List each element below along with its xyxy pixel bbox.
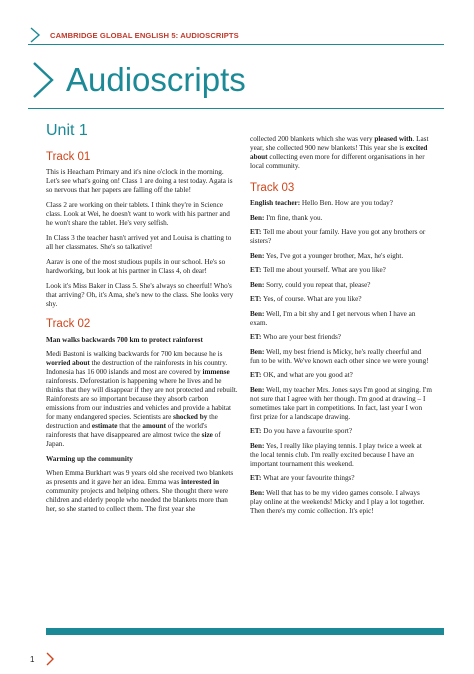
track-01-paragraph: Class 2 are working on their tablets. I think they're in Science class. Look at Wei, he doesn't want to work with his partner and he won't share the tablet. He's very selfish. [46, 201, 230, 228]
dialogue-line: ET: What are your favourite things? [250, 474, 355, 483]
dialogue-line: ET: Tell me about your family. Have you got any brothers or sisters? [250, 228, 426, 246]
dialogue-line: Ben: Sorry, could you repeat that, please? [250, 280, 371, 289]
article-paragraph: Medi Bastoni is walking backwards for 700 km because he is worried about the destruction of the rainforests in his country. Indonesia has 16 000 islands and most are covered by immense rainforests. Deforestation is happening where he lives and he thinks that they will disappear if they are not protected and rebuilt. Rainforests are so important because they absorb carbon emissions from our industries and vehicles and provide a habitat for many endangered species. Scientists are shocked by the destruction and estimate that the amount of the world's rainforests that have disappeared are almost twice the size of Japan. [46, 349, 238, 448]
track-01-paragraph: Aarav is one of the most studious pupils in our school. He's so hardworking, but look at his partner in Class 4, oh dear! [46, 258, 226, 276]
heading-rule [28, 108, 444, 109]
dialogue-line: ET: OK, and what are you good at? [250, 371, 353, 380]
dialogue-line: Ben: I'm fine, thank you. [250, 213, 323, 222]
dialogue-line: Ben: Yes, I really like playing tennis. I play twice a week at the local tennis club. I'm really excited because I have an important tournament this weekend. [250, 441, 422, 468]
dialogue-line: Ben: Well, I'm a bit shy and I get nervous when I have an exam. [250, 309, 416, 327]
track-01-title: Track 01 [46, 151, 91, 163]
track-01-paragraph: In Class 3 the teacher hasn't arrived yet and Louisa is chatting to all her classmates. She's so talkative! [46, 234, 232, 252]
unit-title: Unit 1 [46, 122, 88, 139]
chevron-right-icon [28, 27, 42, 43]
dialogue-line: Ben: Well, my best friend is Micky, he's really cheerful and fun to be with. We've known each other since we were young! [250, 347, 429, 365]
track-01-paragraph: Look it's Miss Baker in Class 5. She's always so cheerful! Who's that arriving? Oh, it's Ama, she's new to the class. She looks very shy. [46, 282, 234, 309]
right-column [250, 135, 432, 521]
track-03-title: Track 03 [250, 182, 295, 194]
running-header-title: CAMBRIDGE GLOBAL ENGLISH 5: AUDIOSCRIPTS [50, 30, 239, 40]
dialogue-line: ET: Yes, of course. What are you like? [250, 295, 362, 304]
header-rule [28, 44, 444, 45]
footer-bar [46, 628, 444, 635]
track-02-title: Track 02 [46, 318, 91, 331]
article-paragraph: collected 200 blankets which she was very pleased with. Last year, she collected 900 new blankets! This year she is excited about collecting even more for different organisations in her local community. [250, 135, 429, 170]
track-01-paragraph: This is Heacham Primary and it's nine o'clock in the morning. Let's see what's going on! Class 1 are doing a test today. Agata is so nervous that her papers are falling off the table! [46, 168, 233, 195]
page-footer [30, 652, 56, 666]
chevron-right-icon [28, 60, 58, 100]
dialogue-line: Ben: Well that has to be my video games console. I always play online at the weekends! Micky and I play a lot together. Then there's my comic collection. It's epic! [250, 488, 425, 515]
left-column [46, 150, 238, 520]
section-heading [28, 60, 246, 100]
article-headline: Warming up the community [46, 454, 133, 463]
dialogue-line: English teacher: Hello Ben. How are you today? [250, 199, 393, 208]
running-header [28, 27, 239, 43]
dialogue-line: ET: Who are your best friends? [250, 333, 341, 342]
dialogue-line: ET: Tell me about yourself. What are you like? [250, 266, 386, 275]
dialogue-line: Ben: Well, my teacher Mrs. Jones says I'm good at singing. I'm not sure that I agree with her though. I'm good at drawing – I sometimes take part in competitions. In fact, last year I won first prize for a landscape drawing. [250, 385, 432, 421]
page-title: Audioscripts [66, 61, 246, 98]
dialogue-line: ET: Do you have a favourite sport? [250, 427, 353, 436]
article-headline: Man walks backwards 700 km to protect rainforest [46, 335, 203, 344]
page-number: 1 [30, 654, 35, 664]
article-paragraph: When Emma Burkhart was 9 years old she received two blankets as presents and it gave her an idea. Emma was interested in community projects and helping others. She thought there were children and elderly people who needed the blankets more than her, so she started to collect them. The first year she [46, 468, 234, 513]
chevron-right-icon [44, 652, 56, 666]
dialogue-line: Ben: Yes, I've got a younger brother, Max, he's eight. [250, 251, 404, 260]
